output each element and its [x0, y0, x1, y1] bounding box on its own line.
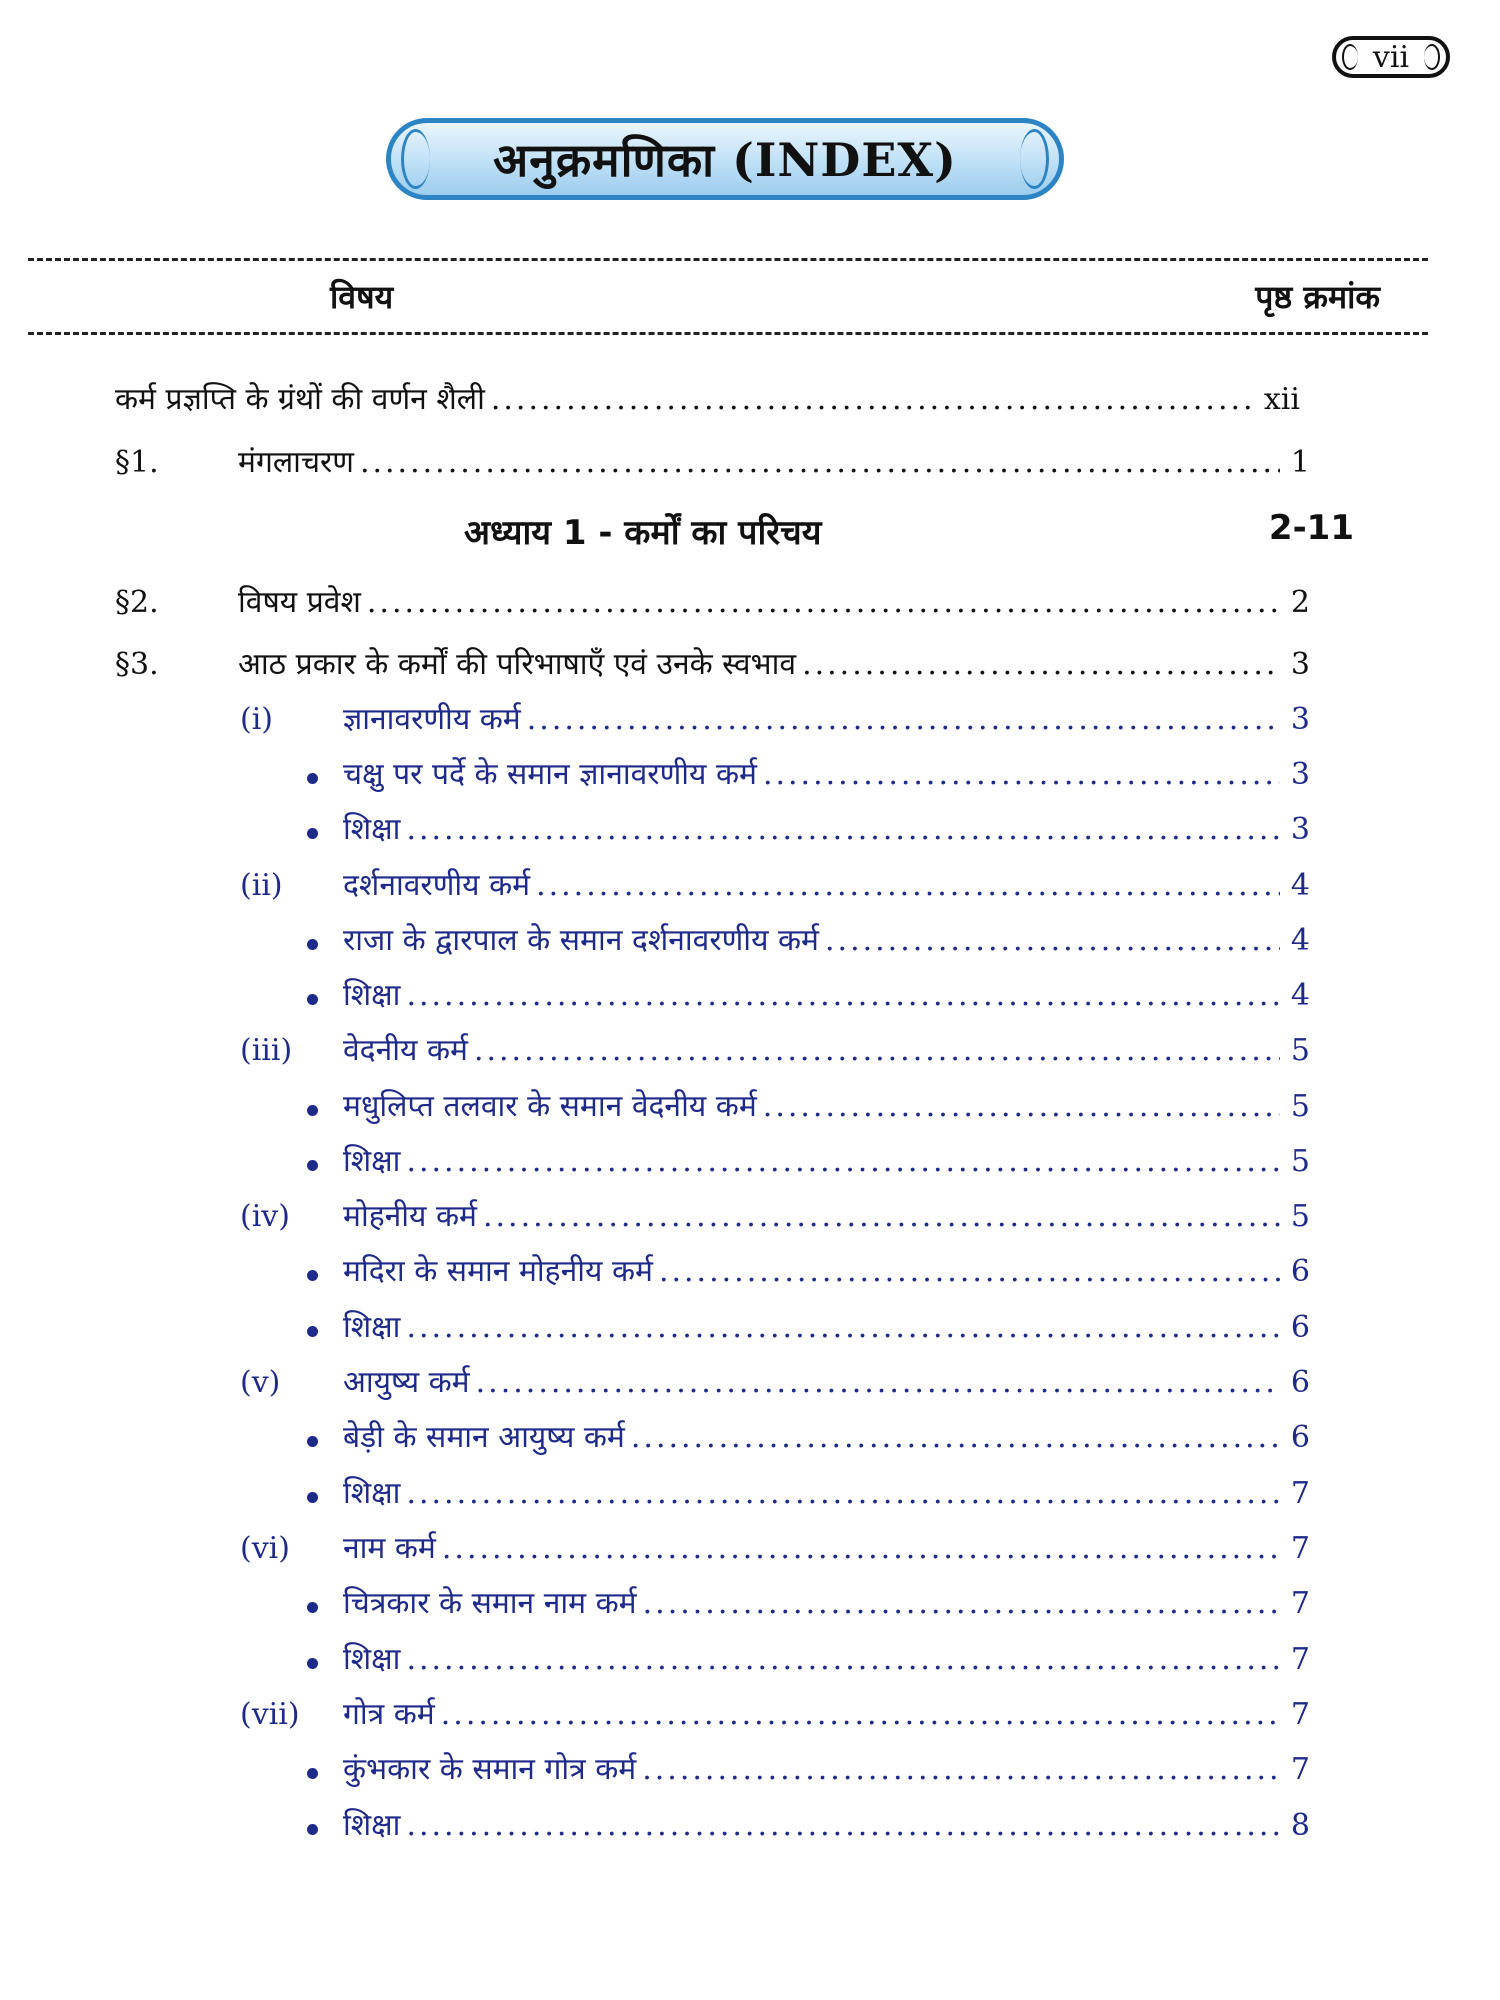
toc-entry-label: दर्शनावरणीय कर्म — [343, 868, 531, 903]
toc-entry-label: शिक्षा — [343, 1476, 401, 1511]
toc-entry-page: 3 — [1290, 757, 1310, 792]
toc-entry-page: 6 — [1290, 1310, 1310, 1345]
dot-leader — [631, 1418, 1280, 1458]
toc-entry-label: शिक्षा — [343, 1144, 401, 1179]
toc-entry[interactable] — [343, 976, 1310, 1020]
bullet-icon — [307, 1602, 318, 1613]
toc-entry-page: 6 — [1290, 1420, 1310, 1455]
header-top-divider — [28, 258, 1428, 261]
chapter-heading — [464, 508, 1354, 554]
toc-entry-page: 7 — [1290, 1642, 1310, 1677]
bullet-icon — [307, 1436, 318, 1447]
toc-entry-label: मधुलिप्त तलवार के समान वेदनीय कर्म — [343, 1089, 757, 1124]
toc-entry-label: ज्ञानावरणीय कर्म — [343, 702, 521, 737]
toc-entry[interactable] — [343, 810, 1310, 854]
toc-entry-page: 7 — [1290, 1476, 1310, 1511]
toc-entry[interactable] — [343, 1142, 1310, 1186]
toc-entry-label: मदिरा के समान मोहनीय कर्म — [343, 1254, 653, 1289]
toc-entry[interactable] — [343, 1252, 1310, 1296]
toc-entry-label: चित्रकार के समान नाम कर्म — [343, 1586, 637, 1621]
toc-entry[interactable] — [115, 380, 1300, 424]
dot-leader — [802, 645, 1280, 685]
bullet-icon — [307, 773, 318, 784]
dot-leader — [763, 1087, 1280, 1127]
dot-leader — [360, 443, 1280, 483]
toc-entry[interactable] — [343, 1418, 1310, 1462]
toc-entry-label: वेदनीय कर्म — [343, 1033, 468, 1068]
bullet-icon — [307, 1326, 318, 1337]
toc-entry-number: §1. — [115, 445, 159, 480]
page-number: vii — [1332, 36, 1450, 78]
dot-leader — [763, 755, 1280, 795]
toc-entry[interactable] — [343, 1474, 1310, 1518]
dot-leader — [474, 1031, 1280, 1071]
toc-entry-number: (iv) — [240, 1199, 290, 1234]
dot-leader — [367, 583, 1280, 623]
toc-entry[interactable] — [343, 1695, 1310, 1739]
dot-leader — [642, 1750, 1280, 1790]
dot-leader — [441, 1695, 1280, 1735]
toc-entry[interactable] — [343, 921, 1310, 965]
toc-entry-number: (iii) — [240, 1033, 293, 1068]
toc-entry[interactable] — [343, 1750, 1310, 1794]
index-title-badge — [386, 118, 1064, 200]
toc-entry[interactable] — [343, 1584, 1310, 1628]
dot-leader — [406, 1308, 1280, 1348]
toc-entry[interactable] — [238, 583, 1310, 627]
toc-entry-label: शिक्षा — [343, 1642, 401, 1677]
toc-entry-number: §2. — [115, 585, 159, 620]
dot-leader — [659, 1252, 1280, 1292]
dot-leader — [406, 1474, 1280, 1514]
toc-entry[interactable] — [343, 866, 1310, 910]
dot-leader — [442, 1529, 1280, 1569]
toc-entry-label: चक्षु पर पर्दे के समान ज्ञानावरणीय कर्म — [343, 757, 757, 792]
toc-entry-page: 5 — [1290, 1033, 1310, 1068]
bullet-icon — [307, 1160, 318, 1171]
toc-entry-page: 2 — [1290, 585, 1310, 620]
bullet-icon — [307, 994, 318, 1005]
toc-entry-number: (vi) — [240, 1531, 290, 1566]
toc-entry[interactable] — [343, 755, 1310, 799]
index-title: अनुक्रमणिका (INDEX) — [493, 133, 957, 187]
toc-entry-label: शिक्षा — [343, 978, 401, 1013]
toc-entry-page: 1 — [1290, 445, 1310, 480]
toc-entry-page: 5 — [1290, 1089, 1310, 1124]
toc-entry-label: गोत्र कर्म — [343, 1697, 435, 1732]
column-header-page-no: पृष्ठ क्रमांक — [1255, 278, 1380, 316]
toc-entry-page: 5 — [1290, 1199, 1310, 1234]
chapter-pages: 2-11 — [1268, 508, 1354, 548]
toc-entry-page: 3 — [1290, 812, 1310, 847]
toc-entry-label: कर्म प्रज्ञप्ति के ग्रंथों की वर्णन शैली — [115, 382, 485, 417]
toc-entry-number: (ii) — [240, 868, 283, 903]
toc-entry-label: आठ प्रकार के कर्मों की परिभाषाएँ एवं उनके स्वभाव — [238, 647, 797, 682]
dot-leader — [536, 866, 1280, 906]
toc-entry-page: 4 — [1290, 978, 1310, 1013]
toc-entry-label: आयुष्य कर्म — [343, 1365, 470, 1400]
toc-entry-page: 7 — [1290, 1586, 1310, 1621]
toc-entry-label: शिक्षा — [343, 1310, 401, 1345]
dot-leader — [406, 976, 1280, 1016]
toc-entry-label: बेड़ी के समान आयुष्य कर्म — [343, 1420, 625, 1455]
bullet-icon — [307, 939, 318, 950]
toc-entry[interactable] — [343, 1363, 1310, 1407]
toc-entry[interactable] — [343, 1529, 1310, 1573]
bullet-icon — [307, 1768, 318, 1779]
toc-entry-number: §3. — [115, 647, 159, 682]
toc-entry-page: 4 — [1290, 923, 1310, 958]
toc-entry[interactable] — [343, 1087, 1310, 1131]
bullet-icon — [307, 1105, 318, 1116]
toc-entry-label: राजा के द्वारपाल के समान दर्शनावरणीय कर्म — [343, 923, 819, 958]
dot-leader — [527, 700, 1280, 740]
toc-entry-number: (i) — [240, 702, 274, 737]
dot-leader — [491, 380, 1258, 420]
dot-leader — [825, 921, 1280, 961]
toc-entry[interactable] — [343, 1640, 1310, 1684]
toc-entry-label: कुंभकार के समान गोत्र कर्म — [343, 1752, 637, 1787]
toc-entry[interactable] — [343, 700, 1310, 744]
bullet-icon — [307, 1492, 318, 1503]
toc-entry-page: 6 — [1290, 1365, 1310, 1400]
toc-entry-label: मोहनीय कर्म — [343, 1199, 477, 1234]
toc-entry-page: 7 — [1290, 1531, 1310, 1566]
chapter-title: अध्याय 1 - कर्मों का परिचय — [464, 513, 822, 553]
toc-entry-label: विषय प्रवेश — [238, 585, 361, 620]
toc-entry-label: शिक्षा — [343, 812, 401, 847]
bullet-icon — [307, 1270, 318, 1281]
toc-entry-page: 7 — [1290, 1752, 1310, 1787]
toc-entry-page: 7 — [1290, 1697, 1310, 1732]
dot-leader — [476, 1363, 1280, 1403]
toc-entry[interactable] — [238, 443, 1310, 487]
column-header-subject: विषय — [330, 278, 394, 316]
dot-leader — [483, 1197, 1280, 1237]
toc-entry-page: 8 — [1290, 1808, 1310, 1843]
toc-entry-number: (v) — [240, 1365, 281, 1400]
bullet-icon — [307, 828, 318, 839]
dot-leader — [406, 1806, 1280, 1846]
header-bottom-divider — [28, 332, 1428, 335]
toc-entry-page: 6 — [1290, 1254, 1310, 1289]
bullet-icon — [307, 1824, 318, 1835]
toc-entry[interactable] — [343, 1031, 1310, 1075]
toc-entry-page: 5 — [1290, 1144, 1310, 1179]
bullet-icon — [307, 1658, 318, 1669]
toc-entry-label: शिक्षा — [343, 1808, 401, 1843]
dot-leader — [406, 810, 1280, 850]
toc-entry[interactable] — [343, 1308, 1310, 1352]
toc-entry[interactable] — [343, 1197, 1310, 1241]
toc-entry[interactable] — [238, 645, 1310, 689]
toc-entry-number: (vii) — [240, 1697, 300, 1732]
toc-entry-page: xii — [1263, 382, 1300, 417]
toc-entry-page: 3 — [1290, 702, 1310, 737]
dot-leader — [406, 1640, 1280, 1680]
toc-entry-page: 3 — [1290, 647, 1310, 682]
dot-leader — [643, 1584, 1280, 1624]
toc-entry[interactable] — [343, 1806, 1310, 1850]
toc-entry-label: नाम कर्म — [343, 1531, 436, 1566]
toc-entry-page: 4 — [1290, 868, 1310, 903]
toc-entry-label: मंगलाचरण — [238, 445, 354, 480]
dot-leader — [406, 1142, 1280, 1182]
